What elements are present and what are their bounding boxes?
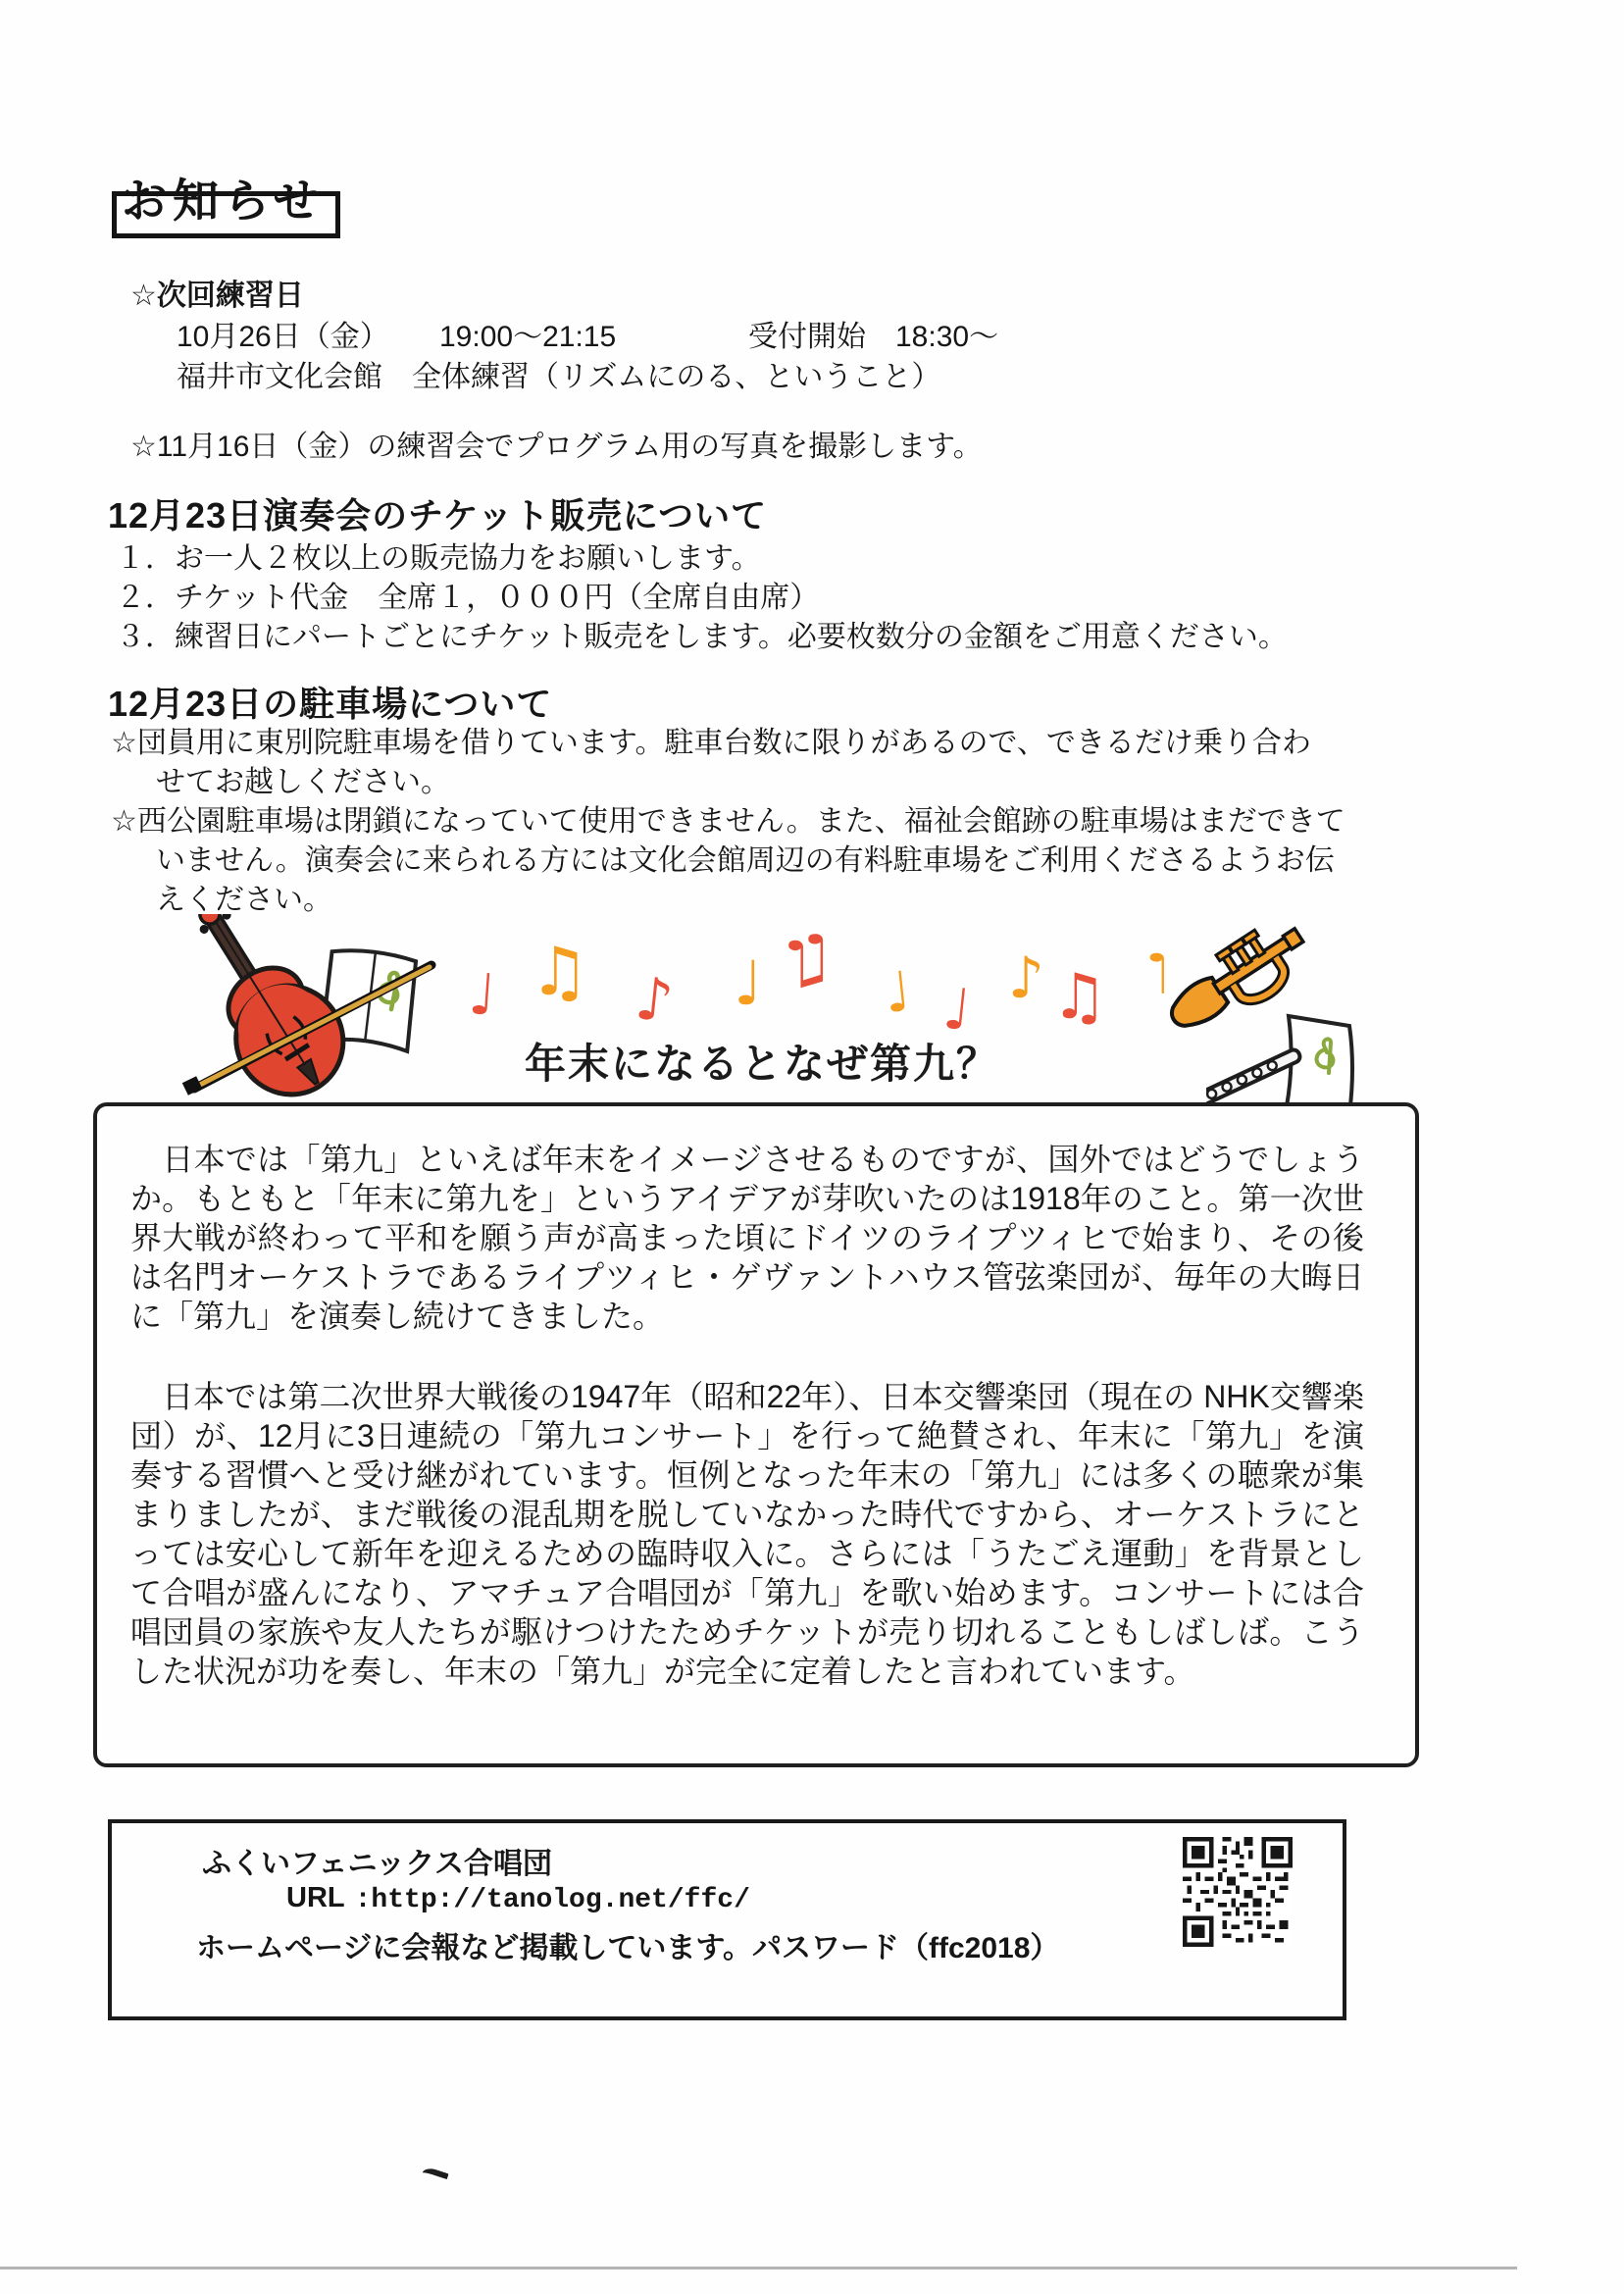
music-note-icon: ♩: [1145, 940, 1172, 1003]
music-note-icon: ♪: [1008, 944, 1045, 1011]
homepage-note: ホームページに会報など掲載しています。パスワード（ffc2018）: [196, 1932, 1060, 1964]
next-practice-heading: ☆次回練習日: [130, 280, 304, 312]
music-note-icon: ♪: [632, 964, 677, 1037]
url-value: :http://tanolog.net/ffc/: [354, 1885, 750, 1915]
parking-section-heading: 12月23日の駐車場について: [108, 684, 553, 724]
parking-item-1: ☆団員用に東別院駐車場を借りています。駐車台数に限りがあるので、できるだけ乗り合わせてお越しください。: [111, 727, 1311, 798]
homepage-url: [286, 1882, 750, 1915]
music-note-icon: ♫: [530, 934, 589, 1011]
notice-banner: お知らせ: [116, 165, 330, 230]
music-note-icon: ♫: [1051, 961, 1108, 1034]
reception-info: 受付開始 18:30～: [748, 321, 999, 353]
ink-mark: [420, 2166, 448, 2187]
music-note-icon: ♩: [881, 959, 914, 1027]
practice-date: 10月26日（金）: [177, 321, 389, 353]
music-note-icon: ♩: [466, 960, 498, 1029]
parking-item-2: ☆西公園駐車場は閉鎖になっていて使用できません。また、福祉会館跡の駐車場はまだできていません。演奏会に来られる方には文化会館周辺の有料駐車場をご利用くださるようお伝えください。: [111, 805, 1345, 916]
scan-edge-line: [0, 2267, 1517, 2269]
organization-name: ふくいフェニックス合唱団: [202, 1848, 552, 1880]
feature-text-box: [93, 1102, 1419, 1767]
music-note-icon: ♫: [777, 925, 836, 1000]
ticket-item-1: １．お一人２枚以上の販売協力をお願いします。: [116, 542, 761, 575]
practice-time: 19:00～21:15: [439, 321, 617, 353]
footer-box: [108, 1819, 1346, 2020]
photo-note: ☆11月16日（金）の練習会でプログラム用の写真を撮影します。: [130, 431, 983, 463]
music-note-icon: ♩: [734, 947, 763, 1019]
ticket-item-2: ２．チケット代金 全席１，０００円（全席自由席）: [116, 582, 820, 614]
ticket-section-heading: 12月23日演奏会のチケット販売について: [108, 495, 768, 535]
ticket-item-3: ３．練習日にパートごとにチケット販売をします。必要枚数分の金額をご用意ください。: [116, 621, 1288, 653]
violin-icon: [137, 914, 481, 1105]
feature-title: 年末になるとなぜ第九？: [525, 1041, 1000, 1087]
music-note-icon: ♩: [939, 974, 974, 1045]
feature-paragraph-1: 日本では「第九」といえば年末をイメージさせるものですが、国外ではどうでしょうか。もともと「年末に第九を」というアイデアが芽吹いたのは1918年のこと。第一次世界大戦が終わって平和を願う声が高まった頃にドイツのライプツィヒで始まり、その後は名門オーケストラであるライプツィヒ・ゲヴァントハウス管弦楽団が、毎年の大晦日に「第九」を演奏し続けてきました。: [130, 1142, 1364, 1334]
url-label: URL: [286, 1882, 345, 1913]
feature-paragraph-2: 日本では第二次世界大戦後の1947年（昭和22年）、日本交響楽団（現在の NHK交響楽団）が、12月に3日連続の「第九コンサート」を行って絶賛され、年末に「第九」を演奏する習慣へと受け継がれています。恒例となった年末の「第九」には多くの聴衆が集まりましたが、まだ戦後の混乱期を脱していなかった時代ですから、オーケストラにとっては安心して新年を迎えるための臨時収入に。さらには「うたごえ運動」を背景として合唱が盛んになり、アマチュア合唱団が「第九」を歌い始めます。コンサートには合唱団員の家族や友人たちが駆けつけたためチケットが売り切れることもしばしば。こうした状況が功を奏し、年末の「第九」が完全に定着したと言われています。: [130, 1379, 1364, 1689]
qr-code: [1183, 1837, 1293, 1947]
practice-venue: 福井市文化会館 全体練習（リズムにのる、ということ）: [177, 361, 941, 393]
